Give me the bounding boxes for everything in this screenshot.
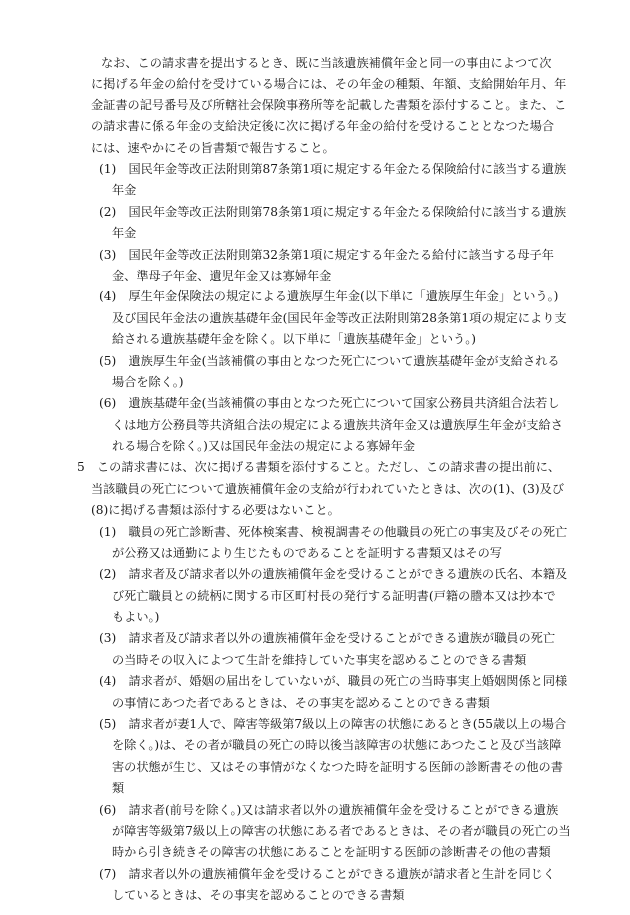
- text-line: もよい。): [112, 610, 160, 624]
- list-item-label: (2) 請求者及び請求者以外の遺族補償年金を受けることができる遺族の氏名、本籍及: [99, 567, 568, 582]
- list-item-label: (1) 職員の死亡診断書、死体検案書、検視調書その他職員の死亡の事実及びその死亡: [99, 524, 568, 539]
- text-line: 及び国民年金法の遺族基礎年金(国民年金等改正法附則第28条第1項の規定により支: [112, 310, 567, 325]
- list-item-label: (5) 遺族厚生年金(当該補償の事由となつた死亡について遺族基礎年金が支給される: [99, 353, 560, 368]
- text-line: 場合を除く。): [112, 374, 184, 389]
- text-line: の事情にあつた者であるときは、その事実を認めることのできる書類: [112, 695, 490, 710]
- text-line: を除く。)は、その者が職員の死亡の時以後当該障害の状態にあつたこと及び当該障: [112, 738, 562, 753]
- list-item-label: (3) 国民年金等改正法附則第32条第1項に規定する年金たる給付に該当する母子年: [99, 247, 554, 262]
- text-line: び死亡職員との続柄に関する市区町村長の発行する証明書(戸籍の謄本又は抄本で: [112, 588, 556, 603]
- text-line: に掲げる年金の給付を受けている場合には、その年金の種類、年額、支給開始年月、年: [91, 76, 567, 91]
- list-item-label: (6) 請求者(前号を除く。)又は請求者以外の遺族補償年金を受けることができる遺族: [99, 802, 559, 817]
- list-item-label: (4) 請求者が、婚姻の届出をしていないが、職員の死亡の当時事実上婚姻関係と同様: [99, 674, 568, 689]
- list-item-label: (4) 厚生年金保険法の規定による遺族厚生年金(以下単に「遺族厚生年金」という。): [99, 289, 559, 304]
- text-line: 類: [112, 781, 125, 796]
- list-item-label: (6) 遺族基礎年金(当該補償の事由となつた死亡について国家公務員共済組合法若し: [99, 396, 560, 411]
- text-line: 時から引き続きその障害の状態にあることを証明する医師の診断書その他の書類: [112, 845, 551, 860]
- list-item-label: (5) 請求者が妻1人で、障害等級第7級以上の障害の状態にあるとき(55歳以上の場合: [99, 717, 567, 731]
- text-line: 給される遺族基礎年金を除く。以下単に「遺族基礎年金」という。): [112, 332, 477, 347]
- text-line: 年金: [112, 183, 137, 198]
- text-line: くは地方公務員等共済組合法の規定による遺族共済年金又は遺族厚生年金が支給さ: [112, 417, 563, 432]
- text-line: (8)に掲げる書類は添付する必要はないこと。: [91, 503, 340, 518]
- text-line: れる場合を除く。)又は国民年金法の規定による寡婦年金: [112, 439, 416, 453]
- text-line: 当該職員の死亡について遺族補償年金の支給が行われていたときは、次の(1)、(3)及び: [91, 481, 565, 496]
- list-item-label: (2) 国民年金等改正法附則第78条第1項に規定する年金たる保険給付に該当する遺族: [99, 204, 567, 219]
- text-line: の請求書に係る年金の支給決定後に次に掲げる年金の給付を受けることとなつた場合: [91, 119, 555, 134]
- list-item-label: (3) 請求者及び請求者以外の遺族補償年金を受けることができる遺族が職員の死亡: [99, 631, 556, 646]
- text-line: には、速やかにその旨書類で報告すること。: [91, 140, 335, 155]
- text-line: 害の状態が生じ、又はその事情がなくなつた時を証明する医師の診断書その他の書: [112, 759, 563, 774]
- list-item-label: (1) 国民年金等改正法附則第87条第1項に規定する年金たる保険給付に該当する遺族: [99, 162, 567, 176]
- text-line: が公務又は通勤により生じたものであることを証明する書類又はその写: [112, 545, 502, 560]
- text-line: が障害等級第7級以上の障害の状態にある者であるときは、その者が職員の死亡の当: [112, 823, 571, 838]
- text-line: 金証書の記号番号及び所轄社会保険事務所等を記載した書類を添付すること。また、こ: [91, 97, 567, 112]
- text-line: しているときは、その事実を認めることのできる書類: [112, 888, 405, 902]
- text-line: 金、準母子年金、遺児年金又は寡婦年金: [112, 268, 332, 283]
- text-line: なお、この請求書を提出するとき、既に当該遺族補償年金と同一の事由によつて次: [101, 56, 552, 70]
- list-item-label: (7) 請求者以外の遺族補償年金を受けることができる遺族が請求者と生計を同じく: [99, 866, 556, 881]
- section-item-5: 5 この請求書には、次に掲げる書類を添付すること。ただし、この請求書の提出前に、: [77, 460, 561, 475]
- text-line: 年金: [112, 226, 137, 241]
- text-line: の当時その収入によつて生計を維持していた事実を認めることのできる書類: [112, 652, 527, 667]
